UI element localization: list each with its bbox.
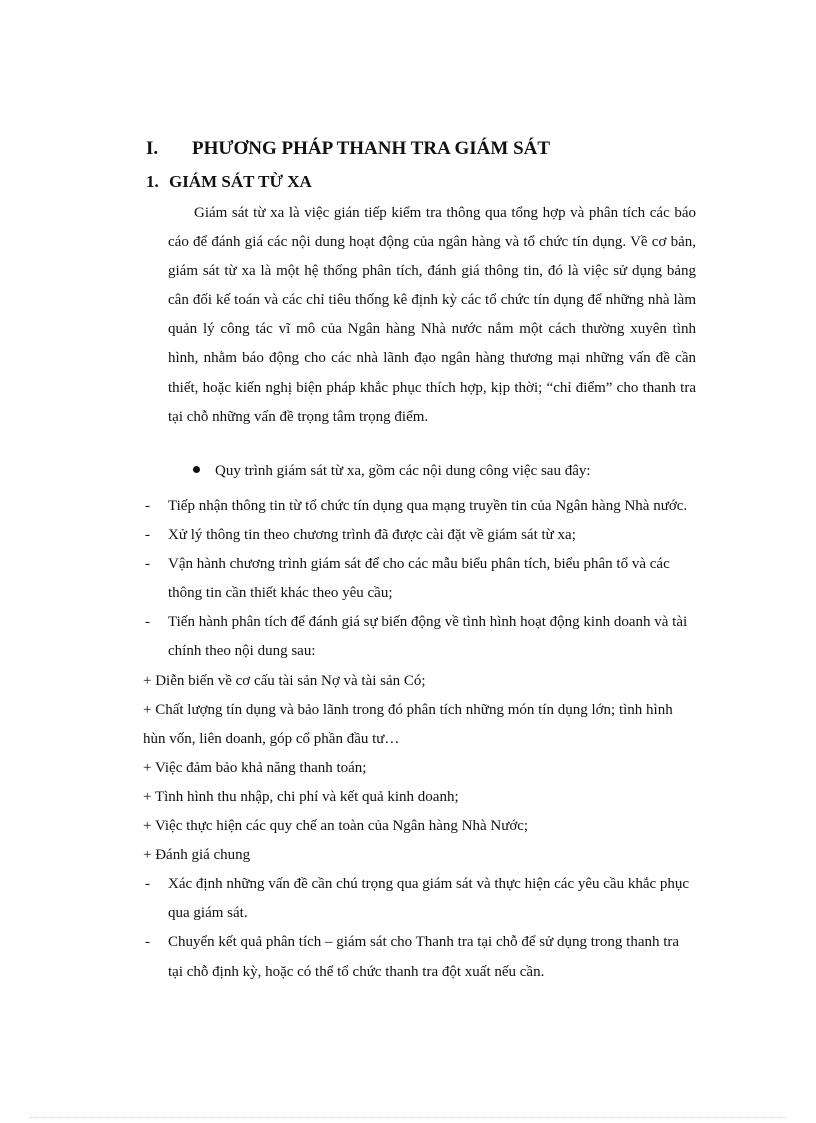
list-item — [143, 492, 696, 521]
list-item-text: + Diễn biến về cơ cấu tài sản Nợ và tài sản Có; — [143, 672, 426, 689]
list-item — [143, 928, 696, 986]
bullet-dot-icon — [193, 466, 200, 473]
bullet-item — [193, 463, 591, 480]
list-item-text: + Việc thực hiện các quy chế an toàn của Ngân hàng Nhà Nước; — [143, 818, 529, 835]
dash-marker: - — [145, 556, 150, 573]
list-item — [143, 754, 696, 783]
list-item — [143, 608, 696, 666]
list-item-text: + Chất lượng tín dụng và bảo lãnh trong đó phân tích những món tín dụng lớn; tình hình hùn vốn, liên doanh, góp cổ phần đầu tư… — [143, 701, 673, 747]
list-item-text: Xử lý thông tin theo chương trình đã được cài đặt về giám sát từ xa; — [168, 527, 576, 544]
list-item — [143, 870, 696, 928]
list-item-text: Xác định những vấn đề cần chú trọng qua giám sát và thực hiện các yêu cầu khắc phục qua giám sát. — [168, 876, 690, 922]
bullet-text: Quy trình giám sát từ xa, gồm các nội dung công việc sau đây: — [215, 463, 591, 479]
intro-paragraph: Giám sát từ xa là việc gián tiếp kiểm tra thông qua tổng hợp và phân tích các báo cáo để đánh giá các nội dung hoạt động của ngân hàng và tổ chức tín dụng. Về cơ bản, giám sát từ xa là một hệ thống phân tích, đánh giá thông tin, đó là việc sử dụng bảng cân đối kế toán và các chỉ tiêu thống kê định kỳ các tổ chức tín dụng để những nhà làm quản lý công tác vĩ mô của Ngân hàng Nhà nước nắm một cách thường xuyên tình hình, nhằm báo động cho các nhà lãnh đạo ngân hàng thương mại những vấn đề cần thiết, hoặc kiến nghị biện pháp khắc phục thích hợp, kịp thời; “chỉ điểm” cho thanh tra tại chỗ những vấn đề trọng tâm trọng điểm. — [168, 205, 696, 425]
procedure-list — [143, 492, 696, 987]
list-item-text: + Việc đảm bảo khả năng thanh toán; — [143, 759, 367, 776]
dash-marker: - — [145, 614, 150, 631]
list-item-text: Tiếp nhận thông tin từ tổ chức tín dụng qua mạng truyền tin của Ngân hàng Nhà nước. — [168, 498, 688, 514]
list-item — [143, 696, 696, 754]
page-bottom-divider — [30, 1117, 786, 1118]
section-number: I. — [146, 138, 159, 159]
dash-marker: - — [145, 934, 150, 951]
list-item — [143, 667, 696, 696]
dash-marker: - — [145, 498, 150, 514]
subsection-heading — [146, 172, 312, 192]
list-item — [143, 783, 696, 812]
list-item-text: Vận hành chương trình giám sát để cho các mẫu biểu phân tích, biểu phân tổ và các thông tin cần thiết khác theo yêu cầu; — [168, 556, 670, 602]
list-item-text: Chuyển kết quả phân tích – giám sát cho Thanh tra tại chỗ để sử dụng trong thanh tra tại chỗ định kỳ, hoặc có thể tổ chức thanh tra đột xuất nếu cần. — [168, 934, 680, 980]
list-item-text: Tiến hành phân tích để đánh giá sự biến động về tình hình hoạt động kinh doanh và tài chính theo nội dung sau: — [168, 614, 688, 660]
list-item-text: + Tình hình thu nhập, chi phí và kết quả kinh doanh; — [143, 788, 459, 805]
dash-marker: - — [145, 876, 150, 893]
list-item — [143, 521, 696, 550]
subsection-number: 1. — [146, 172, 159, 191]
list-item-text: + Đánh giá chung — [143, 847, 251, 864]
section-title: PHƯƠNG PHÁP THANH TRA GIÁM SÁT — [192, 138, 551, 159]
list-item — [143, 550, 696, 608]
dash-marker: - — [145, 527, 150, 544]
list-item — [143, 812, 696, 841]
subsection-title: GIÁM SÁT TỪ XA — [169, 172, 312, 191]
list-item — [143, 841, 696, 870]
